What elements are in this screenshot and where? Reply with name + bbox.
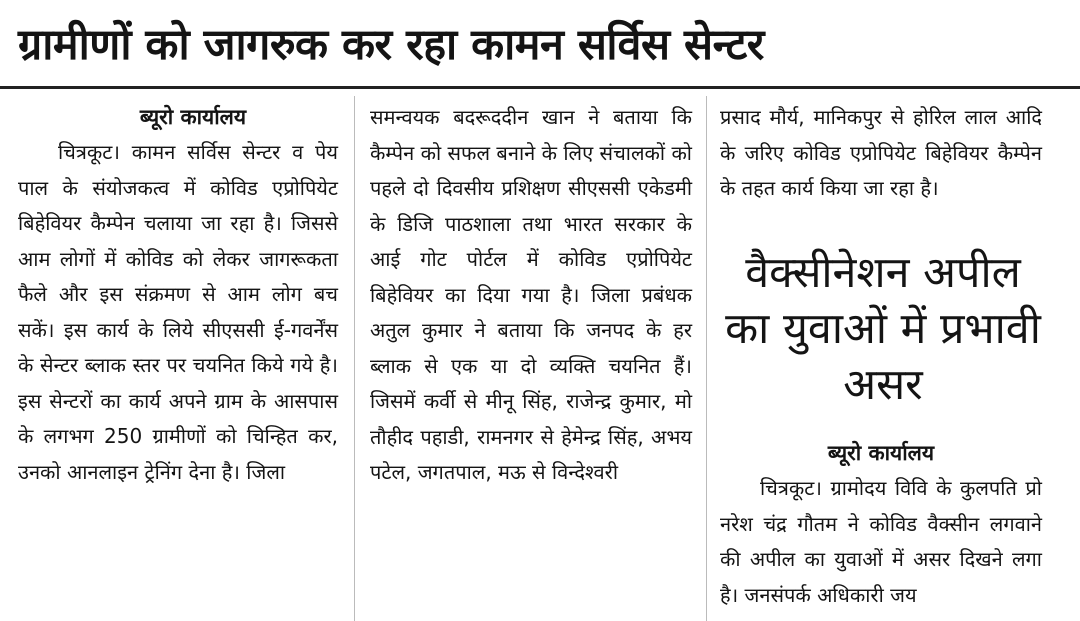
story2-column (720, 436, 1042, 613)
page-headline: ग्रामीणों को जागरुक कर रहा कामन सर्विस सेन्टर (18, 20, 764, 70)
story2-text: चित्रकूट। ग्रामोदय विवि के कुलपति प्रो नरेश चंद्र गौतम ने कोविड वैक्सीन लगवाने की अपील का युवाओं में असर दिखने लगा है। जनसंपर्क अधिकारी जय (720, 476, 1042, 607)
story1-column-1 (18, 100, 338, 490)
story1-text-col1: चित्रकूट। कामन सर्विस सेन्टर व पेय पाल के संयोजकत्व में कोविड एप्रोपियेट बिहेवियर कैम्पेन चलाया जा रहा है। जिससे आम लोगों में कोविड को लेकर जागरूकता फैले और इस संक्रमण से आम लोग बच सकें। इस कार्य के लिये सीएससी ई-गवर्नेंस के सेन्टर ब्लाक स्तर पर चयनित किये गये है। इस सेन्टरों का कार्य अपने ग्राम के आसपास के लगभग 250 ग्रामीणों को चिन्हित कर, उनको आनलाइन ट्रेनिंग देना है। जिला (18, 140, 338, 484)
story2-byline: ब्यूरो कार्यालय (827, 441, 935, 465)
story2-headline: वैक्सीनेशन अपील का युवाओं में प्रभावी असर (725, 248, 1041, 410)
story1-column-3 (720, 100, 1042, 207)
story1-text-col2: समन्वयक बदरूददीन खान ने बताया कि कैम्पेन को सफल बनाने के लिए संचालकों को पहले दो दिवसीय प्रशिक्षण सीएससी एकेडमी के डिजि पाठशाला तथा भारत सरकार के आई गोट पोर्टल में कोविड एप्रोपियेट बिहेवियर का दिया गया है। जिला प्रबंधक अतुल कुमार ने बताया कि जनपद के हर ब्लाक से एक या दो व्यक्ति चयनित हैं। जिसमें कर्वी से मीनू सिंह, राजेन्द्र कुमार, मो तौहीद पहाडी, रामनगर से हेमेन्द्र सिंह, अभय पटेल, जगतपाल, मऊ से विन्देश्वरी (370, 105, 692, 484)
column-divider-1 (354, 96, 355, 621)
headline-divider (0, 86, 1080, 89)
story1-column-2 (370, 100, 692, 491)
column-divider-2 (706, 96, 707, 621)
story1-byline: ब्यूरो कार्यालय (139, 105, 247, 129)
story1-text-col3: प्रसाद मौर्य, मानिकपुर से होरिल लाल आदि के जरिए कोविड एप्रोपियेट बिहेवियर कैम्पेन के तहत कार्य किया जा रहा है। (720, 105, 1042, 200)
